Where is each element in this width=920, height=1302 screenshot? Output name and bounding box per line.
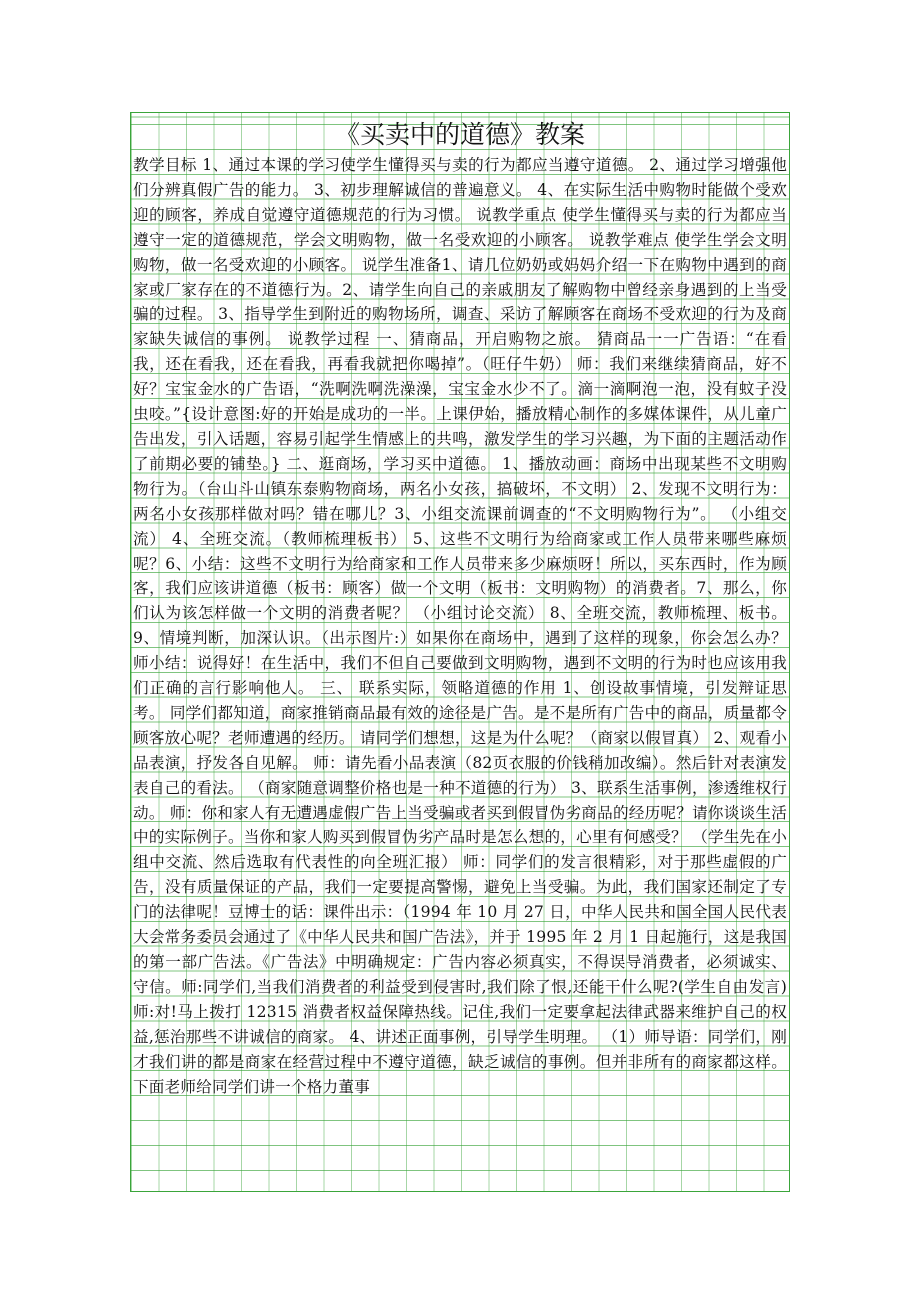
document-title: 《买卖中的道德》教案 (334, 120, 585, 149)
document-page (130, 112, 790, 1192)
document-body: 教学目标 1、通过本课的学习使学生懂得买与卖的行为都应当遵守道德。 2、通过学习增强他们分辨真假广告的能力。 3、初步理解诚信的普遍意义。 4、在实际生活中购物时能做个受欢迎的顾客，养成自觉遵守道德规范的行为习惯。 说教学重点 使学生懂得买与卖的行为都应当遵守一定的道德规范，学会文明购物，做一名受欢迎的小顾客。 说教学难点 使学生学会文明购物，做一名受欢迎的小顾客。 说学生准备1、请几位奶奶或妈妈介绍一下在购物中遇到的商家或厂家存在的不道德行为。2、请学生向自己的亲戚朋友了解购物中曾经亲身遇到的上当受骗的过程。 3、指导学生到附近的购物场所，调查、采访了解顾客在商场不受欢迎的行为及商家缺失诚信的事例。 说教学过程 一、猜商品，开启购物之旅。 猜商品一一广告语：“在看我，还在看我，还在看我，再看我就把你喝掉”。（旺仔牛奶） 师：我们来继续猜商品，好不好？宝宝金水的广告语，“洗啊洗啊洗澡澡，宝宝金水少不了。滴一滴啊泡一泡，没有蚊子没虫咬。”{设计意图:好的开始是成功的一半。上课伊始，播放精心制作的多媒体课件，从儿童广告出发，引入话题，容易引起学生情感上的共鸣，激发学生的学习兴趣，为下面的主题活动作了前期必要的铺垫。} 二、逛商场，学习买中道德。 1、播放动画：商场中出现某些不文明购物行为。（台山斗山镇东泰购物商场，两名小女孩，搞破坏，不文明） 2、发现不文明行为：两名小女孩那样做对吗？错在哪儿？3、小组交流课前调查的“不文明购物行为”。 （小组交流） 4、全班交流。（教师梳理板书） 5、这些不文明行为给商家或工作人员带来哪些麻烦呢？6、小结：这些不文明行为给商家和工作人员带来多少麻烦呀！所以，买东西时，作为顾客，我们应该讲道德（板书：顾客）做一个文明（板书：文明购物）的消费者。7、那么，你们认为该怎样做一个文明的消费者呢？ （小组讨论交流） 8、全班交流，教师梳理、板书。 9、情境判断，加深认识。（出示图片:）如果你在商场中，遇到了这样的现象，你会怎么办？ 师小结：说得好！在生活中，我们不但自己要做到文明购物，遇到不文明的行为时也应该用我们正确的言行影响他人。 三、 联系实际，领略道德的作用 1、创设故事情境，引发辩证思考。 同学们都知道，商家推销商品最有效的途径是广告。是不是所有广告中的商品，质量都令顾客放心呢？老师遭遇的经历。 请同学们想想，这是为什么呢？（商家以假冒真） 2、观看小品表演，抒发各自见解。 师：请先看小品表演（82页衣服的价钱稍加改编）。然后针对表演发表自己的看法。 （商家随意调整价格也是一种不道德的行为） 3、联系生活事例，渗透维权行动。 师：你和家人有无遭遇虚假广告上当受骗或者买到假冒伪劣商品的经历呢？请你谈谈生活中的实际例子。当你和家人购买到假冒伪劣产品时是怎么想的，心里有何感受？ （学生先在小组中交流、然后选取有代表性的向全班汇报） 师：同学们的发言很精彩，对于那些虚假的广告，没有质量保证的产品，我们一定要提高警惕，避免上当受骗。为此，我们国家还制定了专门的法律呢！豆博士的话：课件出示：（1994 年 10 月 27 日，中华人民共和国全国人民代表大会常务委员会通过了《中华人民共和国广告法》，并于 1995 年 2 月 1 日起施行，这是我国的第一部广告法。《广告法》中明确规定：广告内容必须真实，不得误导消费者，必须诚实、守信。师:同学们,当我们消费者的利益受到侵害时,我们除了恨,还能干什么呢?(学生自由发言) 师:对!马上拨打 12315 消费者权益保障热线。记住,我们一定要拿起法律武器来维护自己的权益,惩治那些不讲诚信的商家。 4、讲述正面事例，引导学生明理。 （1）师导语：同学们，刚才我们讲的都是商家在经营过程中不遵守道德，缺乏诚信的事例。但并非所有的商家都这样。下面老师给同学们讲一个格力董事 (133, 156, 787, 1096)
